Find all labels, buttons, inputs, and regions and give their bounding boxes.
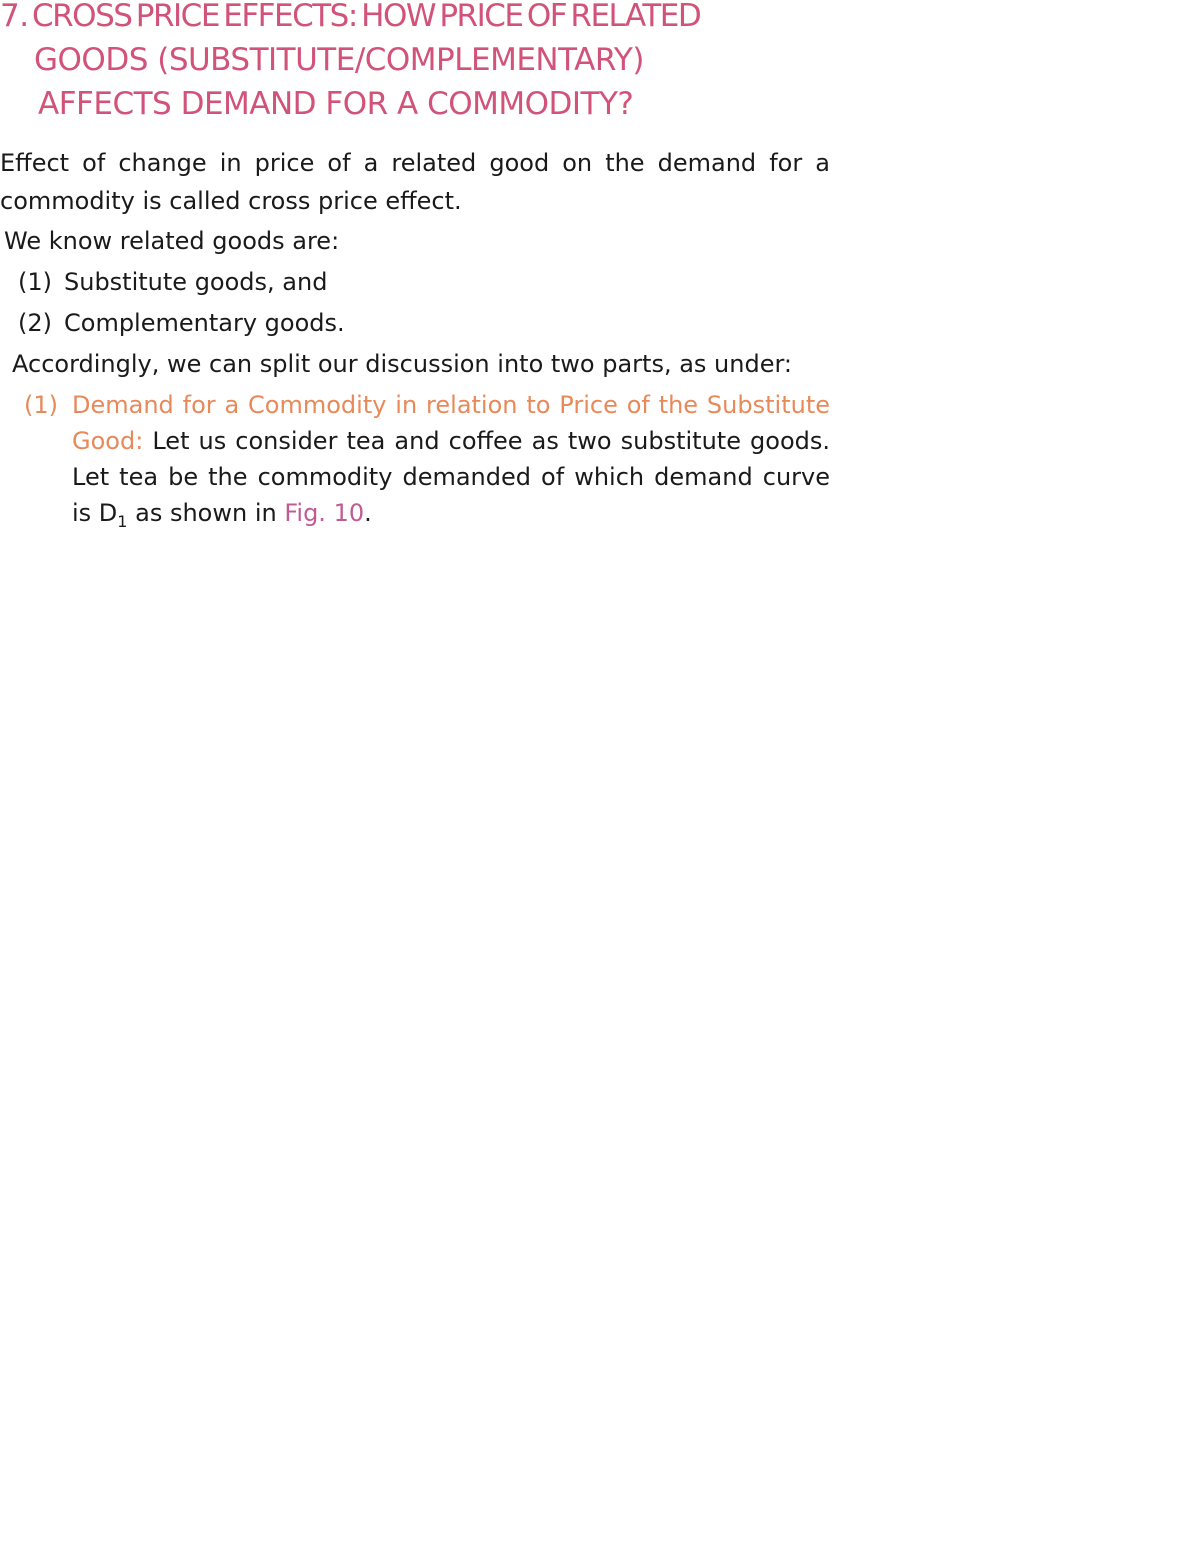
list-item-text: Complementary goods. bbox=[64, 309, 345, 337]
substitute-good-subsection bbox=[24, 387, 830, 531]
list-item-number: (1) bbox=[18, 268, 52, 296]
subsection-title: Demand for a Commodity in relation to Price of the Substitute Good: bbox=[72, 391, 830, 455]
list-item bbox=[0, 304, 830, 342]
subsection-text-1: Let us consider tea and coffee as two substitute goods. Let tea be the commodity demanded of which demand curve is D bbox=[72, 427, 830, 527]
section-heading bbox=[0, 0, 840, 126]
subsection-paragraph bbox=[72, 387, 830, 531]
list-item-number: (2) bbox=[18, 309, 52, 337]
list-item-text: Substitute goods, and bbox=[64, 268, 328, 296]
heading-line-3: AFFECTS DEMAND FOR A COMMODITY? bbox=[38, 86, 634, 122]
subsection-number: (1) bbox=[24, 391, 58, 419]
heading-line-1: CROSS PRICE EFFECTS: HOW PRICE OF RELATED bbox=[32, 0, 701, 34]
intro-line-1: Effect of change in price of a related good on the demand for a bbox=[0, 149, 830, 177]
heading-line-2: GOODS (SUBSTITUTE/COMPLEMENTARY) bbox=[34, 42, 644, 78]
subsection-text-2: as shown in bbox=[135, 499, 277, 527]
intro-line-2: commodity is called cross price effect. bbox=[0, 187, 462, 215]
section-body bbox=[0, 144, 830, 531]
list-item bbox=[0, 263, 830, 301]
section-number: 7. bbox=[0, 0, 29, 34]
intro-paragraph bbox=[0, 144, 830, 220]
demand-curve-subscript: 1 bbox=[117, 511, 128, 531]
figure-reference-link[interactable]: Fig. 10 bbox=[284, 499, 365, 527]
accordingly-paragraph: Accordingly, we can split our discussion into two parts, as under: bbox=[12, 350, 792, 378]
subsection-end: . bbox=[364, 499, 372, 527]
related-goods-intro: We know related goods are: bbox=[4, 227, 340, 255]
related-goods-list bbox=[0, 263, 830, 342]
